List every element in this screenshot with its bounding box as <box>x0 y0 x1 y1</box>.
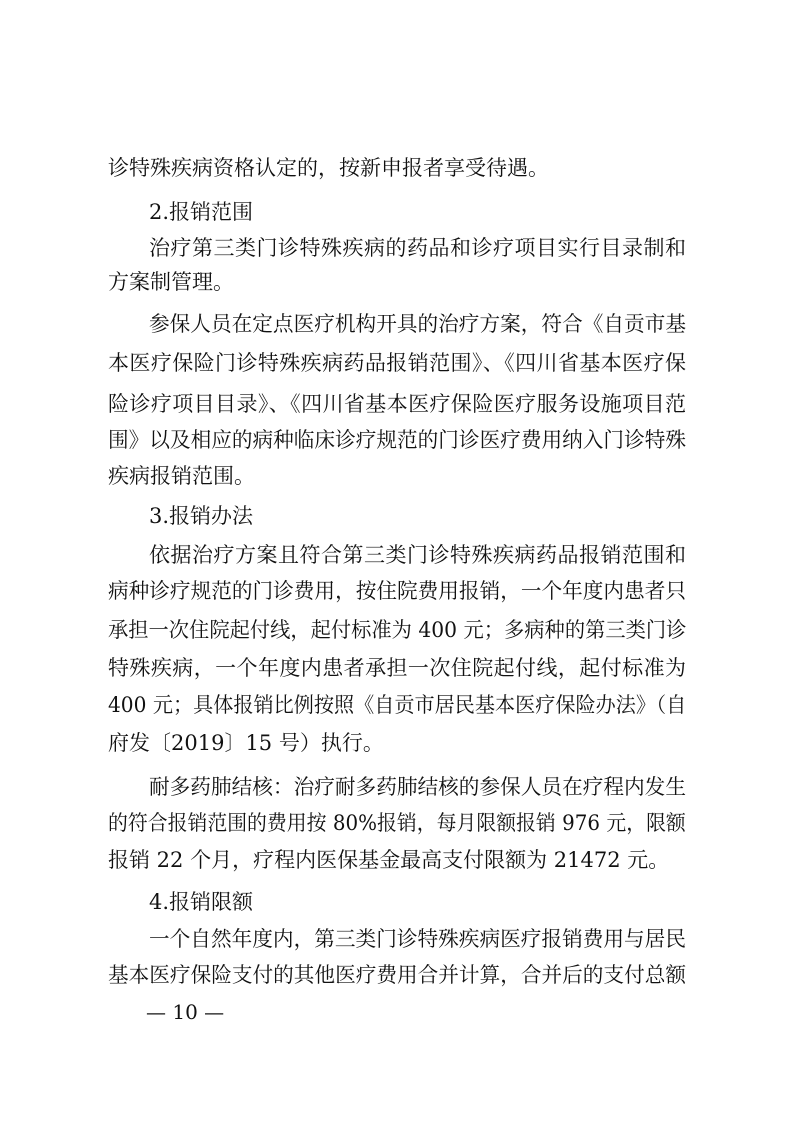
text-line-17: 耐多药肺结核：治疗耐多药肺结核的参保人员在疗程内发生 <box>149 775 686 799</box>
page-number: — 10 — <box>146 1000 225 1024</box>
text-line-3: 治疗第三类门诊特殊疾病的药品和诊疗项目实行目录制和 <box>149 236 686 260</box>
text-line-16: 府发〔2019〕15 号）执行。 <box>108 731 384 755</box>
text-line-8: 围》以及相应的病种临床诊疗规范的门诊医疗费用纳入门诊特殊 <box>108 428 687 452</box>
text-line-19: 报销 22 个月，疗程内医保基金最高支付限额为 21472 元。 <box>108 848 670 872</box>
text-line-15: 400 元；具体报销比例按照《自贡市居民基本医疗保险办法》（自 <box>108 693 687 717</box>
text-line-12: 病种诊疗规范的门诊费用，按住院费用报销，一个年度内患者只 <box>108 579 687 603</box>
text-line-2: 2.报销范围 <box>149 200 254 224</box>
text-line-21: 一个自然年度内，第三类门诊特殊疾病医疗报销费用与居民 <box>149 927 686 951</box>
text-line-7: 险诊疗项目目录》、《四川省基本医疗保险医疗服务设施项目范 <box>108 392 686 416</box>
text-line-4: 方案制管理。 <box>108 270 234 294</box>
text-line-5: 参保人员在定点医疗机构开具的治疗方案，符合《自贡市基 <box>149 312 686 336</box>
text-line-20: 4.报销限额 <box>149 890 254 914</box>
text-line-10: 3.报销办法 <box>149 504 254 528</box>
text-line-22: 基本医疗保险支付的其他医疗费用合并计算，合并后的支付总额 <box>108 963 687 987</box>
text-line-11: 依据治疗方案且符合第三类门诊特殊疾病药品报销范围和 <box>149 543 686 567</box>
text-line-9: 疾病报销范围。 <box>108 464 255 488</box>
text-line-14: 特殊疾病，一个年度内患者承担一次住院起付线，起付标准为 <box>108 656 686 680</box>
text-line-13: 承担一次住院起付线，起付标准为 400 元；多病种的第三类门诊 <box>108 618 687 642</box>
text-line-18: 的符合报销范围的费用按 80%报销，每月限额报销 976 元，限额 <box>108 811 686 835</box>
text-line-1: 诊特殊疾病资格认定的，按新申报者享受待遇。 <box>108 156 549 180</box>
text-line-6: 本医疗保险门诊特殊疾病药品报销范围》、《四川省基本医疗保 <box>108 351 686 375</box>
